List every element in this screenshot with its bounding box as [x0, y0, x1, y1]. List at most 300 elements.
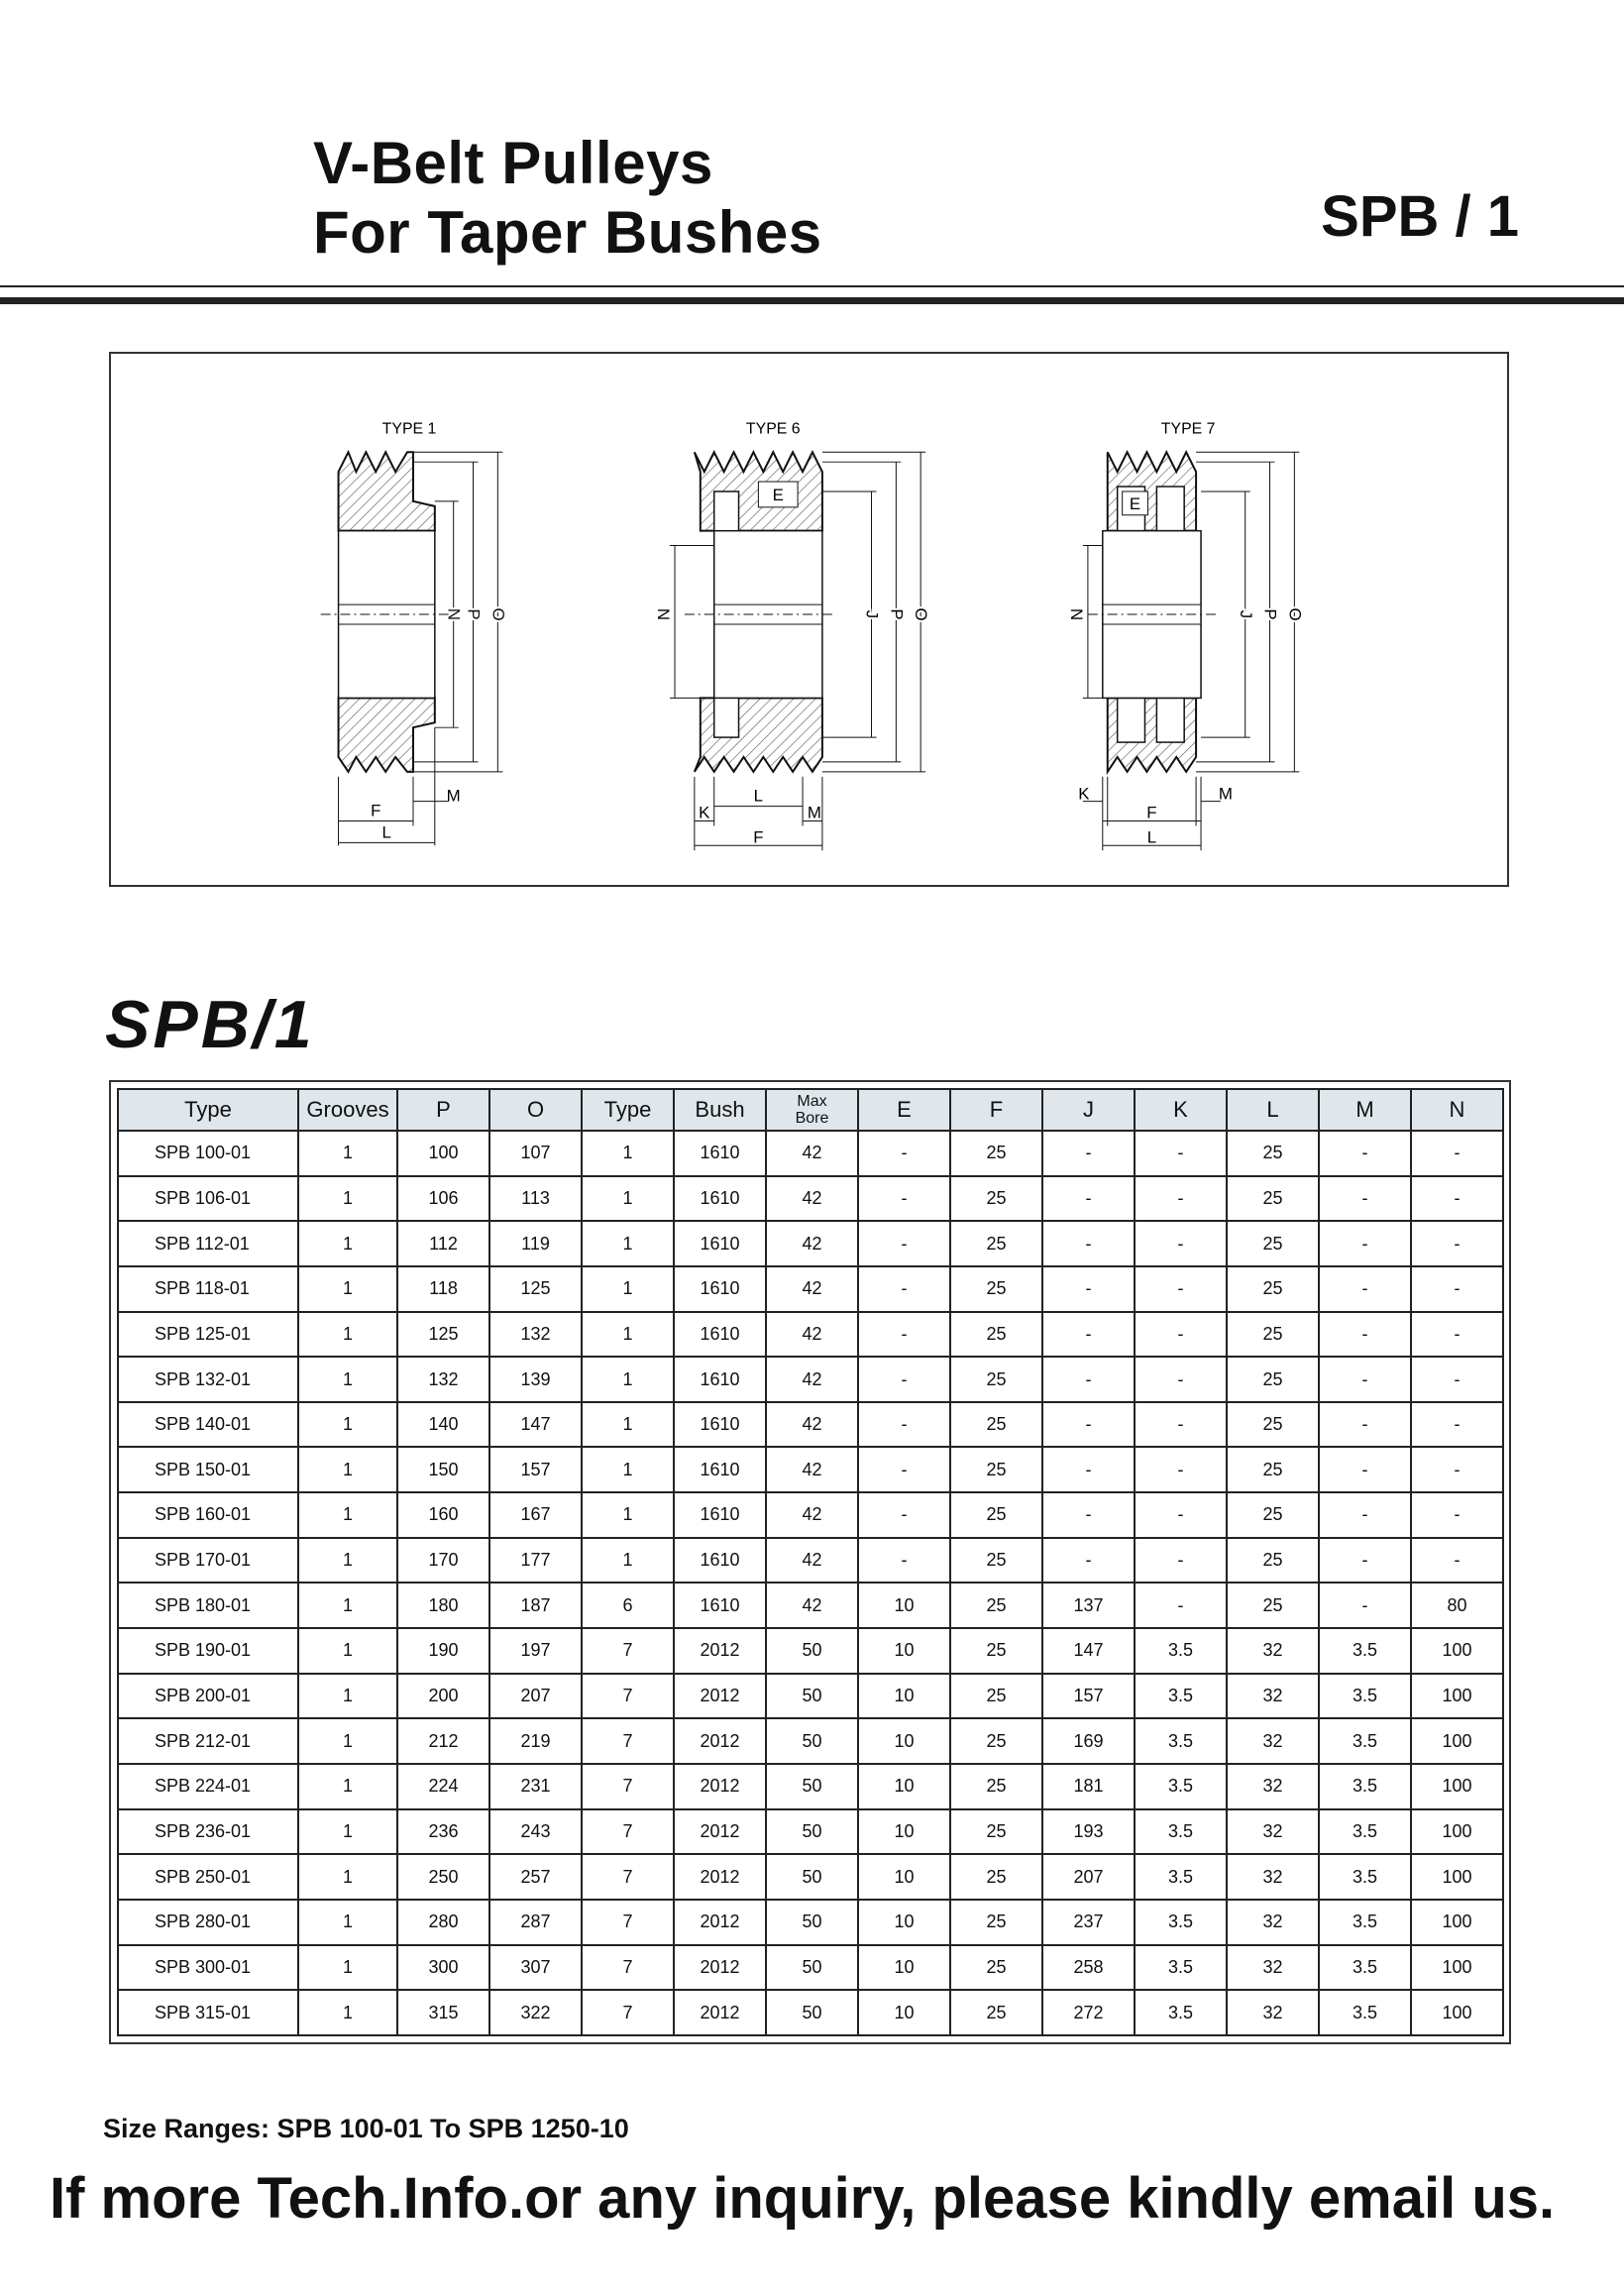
table-cell: 137	[1042, 1583, 1135, 1628]
table-cell: -	[1411, 1176, 1503, 1222]
table-cell: 25	[950, 1357, 1042, 1402]
title-line-2: For Taper Bushes	[313, 199, 822, 266]
table-cell: 25	[1227, 1492, 1319, 1538]
table-cell: 50	[766, 1718, 858, 1764]
table-cell: 100	[1411, 1854, 1503, 1900]
col-header-bore: Bore	[795, 1110, 829, 1127]
table-cell: 231	[489, 1764, 582, 1809]
table-cell: 1	[298, 1674, 397, 1719]
table-cell: 25	[950, 1990, 1042, 2035]
table-row	[118, 1628, 1503, 1674]
table-cell: 3.5	[1319, 1764, 1411, 1809]
table-cell: 25	[950, 1266, 1042, 1312]
pulley-diagram	[109, 352, 1509, 887]
type-6-label: TYPE 6	[745, 420, 801, 438]
table-cell: 307	[489, 1945, 582, 1991]
table-cell: 50	[766, 1945, 858, 1991]
col-header-m: M	[1319, 1089, 1411, 1131]
table-cell: 2012	[674, 1628, 766, 1674]
table-cell: -	[1135, 1538, 1227, 1584]
table-cell: 1	[582, 1221, 674, 1266]
table-cell: SPB 170-01	[118, 1538, 298, 1584]
table-cell: 167	[489, 1492, 582, 1538]
table-row	[118, 1990, 1503, 2035]
table-cell: 42	[766, 1131, 858, 1176]
table-cell: -	[1411, 1447, 1503, 1492]
table-cell: 7	[582, 1900, 674, 1945]
section-title: SPB/1	[105, 987, 315, 1062]
table-cell: 100	[1411, 1990, 1503, 2035]
type-7-dim-k: K	[1078, 784, 1090, 804]
table-cell: 113	[489, 1176, 582, 1222]
table-cell: -	[1319, 1492, 1411, 1538]
table-cell: -	[1042, 1312, 1135, 1358]
table-cell: 1610	[674, 1131, 766, 1176]
table-cell: 10	[858, 1945, 950, 1991]
table-cell: 25	[1227, 1312, 1319, 1358]
table-cell: 50	[766, 1854, 858, 1900]
size-ranges: Size Ranges: SPB 100-01 To SPB 1250-10	[103, 2114, 629, 2143]
table-cell: 181	[1042, 1764, 1135, 1809]
type-6-dim-m: M	[807, 803, 821, 822]
table-cell: 1	[582, 1447, 674, 1492]
table-cell: 25	[1227, 1131, 1319, 1176]
table-cell: 50	[766, 1900, 858, 1945]
type-1-label: TYPE 1	[381, 420, 437, 438]
table-cell: SPB 112-01	[118, 1221, 298, 1266]
col-header-p: P	[397, 1089, 489, 1131]
table-cell: 207	[489, 1674, 582, 1719]
table-cell: 1	[298, 1583, 397, 1628]
table-cell: -	[858, 1312, 950, 1358]
table-cell: 200	[397, 1674, 489, 1719]
table-cell: 100	[1411, 1809, 1503, 1855]
table-cell: SPB 100-01	[118, 1131, 298, 1176]
table-cell: -	[858, 1221, 950, 1266]
table-cell: 50	[766, 1764, 858, 1809]
type-7-dim-n: N	[1067, 607, 1087, 621]
table-cell: 170	[397, 1538, 489, 1584]
table-cell: -	[1042, 1176, 1135, 1222]
table-cell: 25	[1227, 1266, 1319, 1312]
col-header-drawing-type: Type	[582, 1089, 674, 1131]
col-header-bush: Bush	[674, 1089, 766, 1131]
table-cell: 100	[1411, 1764, 1503, 1809]
table-cell: SPB 140-01	[118, 1402, 298, 1448]
table-cell: 10	[858, 1764, 950, 1809]
table-cell: 3.5	[1319, 1990, 1411, 2035]
table-cell: -	[858, 1357, 950, 1402]
table-cell: 3.5	[1135, 1628, 1227, 1674]
table-cell: 32	[1227, 1990, 1319, 2035]
table-cell: 3.5	[1135, 1764, 1227, 1809]
table-cell: -	[1411, 1312, 1503, 1358]
table-cell: -	[1042, 1447, 1135, 1492]
table-cell: 7	[582, 1674, 674, 1719]
table-cell: 25	[950, 1176, 1042, 1222]
table-cell: 3.5	[1319, 1809, 1411, 1855]
table-cell: 50	[766, 1990, 858, 2035]
table-row	[118, 1945, 1503, 1991]
table-cell: 2012	[674, 1854, 766, 1900]
table-row	[118, 1221, 1503, 1266]
table-cell: 112	[397, 1221, 489, 1266]
type-1-drawing	[321, 420, 508, 845]
type-7-label: TYPE 7	[1160, 420, 1216, 438]
table-row	[118, 1176, 1503, 1222]
col-header-j: J	[1042, 1089, 1135, 1131]
table-cell: 25	[1227, 1357, 1319, 1402]
table-cell: 32	[1227, 1764, 1319, 1809]
table-cell: 132	[397, 1357, 489, 1402]
table-cell: 315	[397, 1990, 489, 2035]
table-cell: -	[1411, 1492, 1503, 1538]
table-cell: 187	[489, 1583, 582, 1628]
table-cell: 25	[950, 1402, 1042, 1448]
table-cell: 2012	[674, 1809, 766, 1855]
table-cell: 243	[489, 1809, 582, 1855]
table-cell: 1	[298, 1900, 397, 1945]
type-6-dim-k: K	[699, 803, 710, 822]
table-cell: 1	[298, 1854, 397, 1900]
table-cell: 25	[950, 1131, 1042, 1176]
table-cell: SPB 132-01	[118, 1357, 298, 1402]
type-1-dim-f: F	[371, 801, 381, 820]
table-cell: -	[1135, 1131, 1227, 1176]
table-cell: 32	[1227, 1809, 1319, 1855]
table-cell: 42	[766, 1176, 858, 1222]
table-cell: 6	[582, 1583, 674, 1628]
table-cell: 1	[298, 1809, 397, 1855]
table-cell: -	[1042, 1402, 1135, 1448]
table-cell: 25	[950, 1854, 1042, 1900]
table-cell: 3.5	[1135, 1900, 1227, 1945]
table-cell: 219	[489, 1718, 582, 1764]
table-cell: 3.5	[1135, 1854, 1227, 1900]
spec-table-frame	[109, 1080, 1511, 2044]
table-cell: 1	[582, 1492, 674, 1538]
table-cell: 107	[489, 1131, 582, 1176]
table-cell: -	[1135, 1221, 1227, 1266]
table-cell: SPB 300-01	[118, 1945, 298, 1991]
type-1-dim-p: P	[464, 608, 484, 620]
table-cell: 3.5	[1135, 1674, 1227, 1719]
table-cell: 1	[298, 1176, 397, 1222]
table-cell: 118	[397, 1266, 489, 1312]
table-cell: -	[1135, 1176, 1227, 1222]
type-1-dim-m: M	[446, 786, 461, 806]
table-cell: 125	[397, 1312, 489, 1358]
table-cell: 1	[582, 1176, 674, 1222]
table-row	[118, 1266, 1503, 1312]
table-cell: 100	[1411, 1900, 1503, 1945]
table-cell: 10	[858, 1854, 950, 1900]
table-cell: 272	[1042, 1990, 1135, 2035]
table-cell: 139	[489, 1357, 582, 1402]
table-cell: 10	[858, 1628, 950, 1674]
table-cell: 100	[1411, 1628, 1503, 1674]
table-cell: SPB 150-01	[118, 1447, 298, 1492]
type-6-dim-o: O	[912, 607, 931, 621]
table-cell: 1	[298, 1990, 397, 2035]
table-cell: 1	[582, 1131, 674, 1176]
table-cell: 3.5	[1319, 1945, 1411, 1991]
table-cell: 190	[397, 1628, 489, 1674]
table-cell: -	[1319, 1221, 1411, 1266]
product-code: SPB / 1	[1321, 184, 1519, 249]
table-cell: 157	[1042, 1674, 1135, 1719]
table-cell: -	[858, 1492, 950, 1538]
title-line-1: V-Belt Pulleys	[313, 130, 713, 196]
table-cell: -	[1411, 1538, 1503, 1584]
table-cell: 160	[397, 1492, 489, 1538]
table-cell: 25	[1227, 1402, 1319, 1448]
table-cell: -	[1411, 1266, 1503, 1312]
table-cell: 1610	[674, 1357, 766, 1402]
table-cell: -	[1411, 1221, 1503, 1266]
table-cell: 1	[298, 1312, 397, 1358]
spec-table	[117, 1088, 1504, 2036]
table-cell: -	[1319, 1402, 1411, 1448]
table-cell: 147	[489, 1402, 582, 1448]
table-cell: 150	[397, 1447, 489, 1492]
table-cell: 132	[489, 1312, 582, 1358]
table-cell: 32	[1227, 1945, 1319, 1991]
table-cell: -	[1135, 1447, 1227, 1492]
table-cell: 180	[397, 1583, 489, 1628]
table-cell: -	[1042, 1492, 1135, 1538]
table-cell: 42	[766, 1447, 858, 1492]
table-cell: 1	[298, 1221, 397, 1266]
table-cell: 1	[582, 1538, 674, 1584]
table-row	[118, 1718, 1503, 1764]
table-cell: 3.5	[1319, 1674, 1411, 1719]
table-cell: 1610	[674, 1492, 766, 1538]
table-cell: 10	[858, 1809, 950, 1855]
table-cell: 280	[397, 1900, 489, 1945]
table-row	[118, 1583, 1503, 1628]
col-header-grooves: Grooves	[298, 1089, 397, 1131]
table-cell: -	[858, 1538, 950, 1584]
table-cell: 3.5	[1319, 1718, 1411, 1764]
table-cell: 1	[298, 1266, 397, 1312]
table-cell: 25	[950, 1945, 1042, 1991]
table-cell: 1	[298, 1492, 397, 1538]
table-cell: 1610	[674, 1402, 766, 1448]
table-cell: 25	[950, 1538, 1042, 1584]
table-cell: 1	[298, 1447, 397, 1492]
table-cell: 80	[1411, 1583, 1503, 1628]
table-cell: -	[1319, 1583, 1411, 1628]
table-cell: 1	[298, 1357, 397, 1402]
table-cell: 25	[950, 1221, 1042, 1266]
table-body	[118, 1131, 1503, 2035]
table-cell: 7	[582, 1809, 674, 1855]
table-cell: 50	[766, 1809, 858, 1855]
type-7-dim-f: F	[1146, 803, 1157, 822]
table-cell: 3.5	[1135, 1809, 1227, 1855]
table-cell: 1	[298, 1718, 397, 1764]
table-cell: SPB 250-01	[118, 1854, 298, 1900]
table-cell: 7	[582, 1718, 674, 1764]
type-7-web-top-right	[1156, 487, 1184, 531]
table-cell: 2012	[674, 1945, 766, 1991]
table-cell: 119	[489, 1221, 582, 1266]
table-cell: 42	[766, 1312, 858, 1358]
table-cell: SPB 160-01	[118, 1492, 298, 1538]
table-cell: 147	[1042, 1628, 1135, 1674]
table-cell: 322	[489, 1990, 582, 2035]
table-row	[118, 1357, 1503, 1402]
table-cell: 258	[1042, 1945, 1135, 1991]
table-cell: -	[1042, 1221, 1135, 1266]
table-cell: 25	[1227, 1176, 1319, 1222]
type-6-dim-l: L	[753, 786, 764, 806]
table-cell: 3.5	[1319, 1900, 1411, 1945]
table-cell: 7	[582, 1764, 674, 1809]
table-row	[118, 1674, 1503, 1719]
table-cell: 287	[489, 1900, 582, 1945]
table-cell: 10	[858, 1583, 950, 1628]
table-row	[118, 1402, 1503, 1448]
table-cell: 1	[298, 1764, 397, 1809]
table-cell: 125	[489, 1266, 582, 1312]
table-cell: -	[858, 1402, 950, 1448]
table-cell: 1610	[674, 1583, 766, 1628]
table-cell: 32	[1227, 1900, 1319, 1945]
table-row	[118, 1854, 1503, 1900]
table-cell: -	[1135, 1312, 1227, 1358]
table-cell: 169	[1042, 1718, 1135, 1764]
table-cell: 140	[397, 1402, 489, 1448]
col-header-o: O	[489, 1089, 582, 1131]
type-6-dim-p: P	[887, 608, 907, 620]
type-7-dim-l: L	[1146, 827, 1157, 847]
table-cell: 7	[582, 1628, 674, 1674]
table-cell: SPB 125-01	[118, 1312, 298, 1358]
table-cell: 1	[582, 1312, 674, 1358]
table-cell: SPB 236-01	[118, 1809, 298, 1855]
table-cell: -	[1042, 1538, 1135, 1584]
type-6-drawing	[654, 420, 930, 850]
table-cell: 25	[1227, 1221, 1319, 1266]
table-cell: 25	[950, 1583, 1042, 1628]
table-cell: 25	[950, 1900, 1042, 1945]
table-header-row	[118, 1089, 1503, 1131]
table-cell: SPB 212-01	[118, 1718, 298, 1764]
table-cell: 1	[582, 1357, 674, 1402]
table-cell: 10	[858, 1718, 950, 1764]
table-cell: 250	[397, 1854, 489, 1900]
table-cell: 42	[766, 1583, 858, 1628]
table-cell: -	[858, 1447, 950, 1492]
type-6-dim-j: J	[862, 609, 882, 619]
table-cell: 1	[298, 1538, 397, 1584]
table-cell: 25	[950, 1492, 1042, 1538]
table-cell: 42	[766, 1221, 858, 1266]
table-cell: 1	[298, 1131, 397, 1176]
table-cell: 50	[766, 1674, 858, 1719]
col-header-max: Max	[797, 1093, 827, 1110]
table-cell: -	[1319, 1266, 1411, 1312]
table-cell: 25	[1227, 1447, 1319, 1492]
table-cell: 42	[766, 1402, 858, 1448]
table-cell: 50	[766, 1628, 858, 1674]
table-cell: 212	[397, 1718, 489, 1764]
type-6-dim-f: F	[753, 827, 764, 847]
table-cell: -	[858, 1176, 950, 1222]
table-cell: -	[1135, 1357, 1227, 1402]
table-cell: -	[1411, 1402, 1503, 1448]
table-cell: -	[1411, 1131, 1503, 1176]
table-cell: 1610	[674, 1312, 766, 1358]
table-cell: -	[1042, 1131, 1135, 1176]
col-header-type: Type	[118, 1089, 298, 1131]
table-cell: 2012	[674, 1718, 766, 1764]
table-cell: 3.5	[1319, 1854, 1411, 1900]
table-cell: SPB 118-01	[118, 1266, 298, 1312]
table-cell: 32	[1227, 1854, 1319, 1900]
table-cell: 25	[950, 1809, 1042, 1855]
type-6-dim-e: E	[772, 485, 784, 504]
table-cell: 1610	[674, 1266, 766, 1312]
type-7-web-bottom-left	[1118, 698, 1145, 742]
table-cell: -	[1319, 1131, 1411, 1176]
table-row	[118, 1312, 1503, 1358]
table-cell: -	[1319, 1447, 1411, 1492]
table-cell: SPB 315-01	[118, 1990, 298, 2035]
type-7-dim-j: J	[1236, 609, 1255, 619]
table-cell: SPB 200-01	[118, 1674, 298, 1719]
table-cell: 1	[298, 1945, 397, 1991]
header-rule-thick	[0, 297, 1624, 304]
type-7-dim-m: M	[1218, 784, 1233, 804]
table-cell: 1610	[674, 1176, 766, 1222]
table-cell: 2012	[674, 1990, 766, 2035]
table-cell: 3.5	[1135, 1945, 1227, 1991]
table-cell: 25	[1227, 1538, 1319, 1584]
type-6-dim-n: N	[654, 607, 674, 621]
table-cell: 1	[298, 1628, 397, 1674]
table-cell: -	[1319, 1176, 1411, 1222]
header-rule-thin	[0, 285, 1624, 287]
table-cell: 25	[950, 1674, 1042, 1719]
table-cell: -	[1411, 1357, 1503, 1402]
table-cell: 32	[1227, 1628, 1319, 1674]
table-row	[118, 1447, 1503, 1492]
table-cell: 1	[582, 1402, 674, 1448]
table-cell: 25	[950, 1764, 1042, 1809]
table-cell: 3.5	[1135, 1990, 1227, 2035]
table-cell: 25	[950, 1312, 1042, 1358]
table-cell: 10	[858, 1674, 950, 1719]
table-cell: 42	[766, 1357, 858, 1402]
table-cell: 10	[858, 1990, 950, 2035]
table-cell: 42	[766, 1538, 858, 1584]
table-cell: 1610	[674, 1538, 766, 1584]
type-7-dim-o: O	[1285, 607, 1305, 621]
table-cell: 7	[582, 1990, 674, 2035]
table-cell: 237	[1042, 1900, 1135, 1945]
table-cell: 100	[1411, 1674, 1503, 1719]
type-7-dim-e: E	[1129, 493, 1141, 513]
table-cell: 257	[489, 1854, 582, 1900]
table-cell: 1	[582, 1266, 674, 1312]
table-cell: 7	[582, 1945, 674, 1991]
page-title	[313, 129, 822, 268]
table-cell: 193	[1042, 1809, 1135, 1855]
footer-inquiry: If more Tech.Info.or any inquiry, please kindly email us.	[50, 2166, 1556, 2231]
